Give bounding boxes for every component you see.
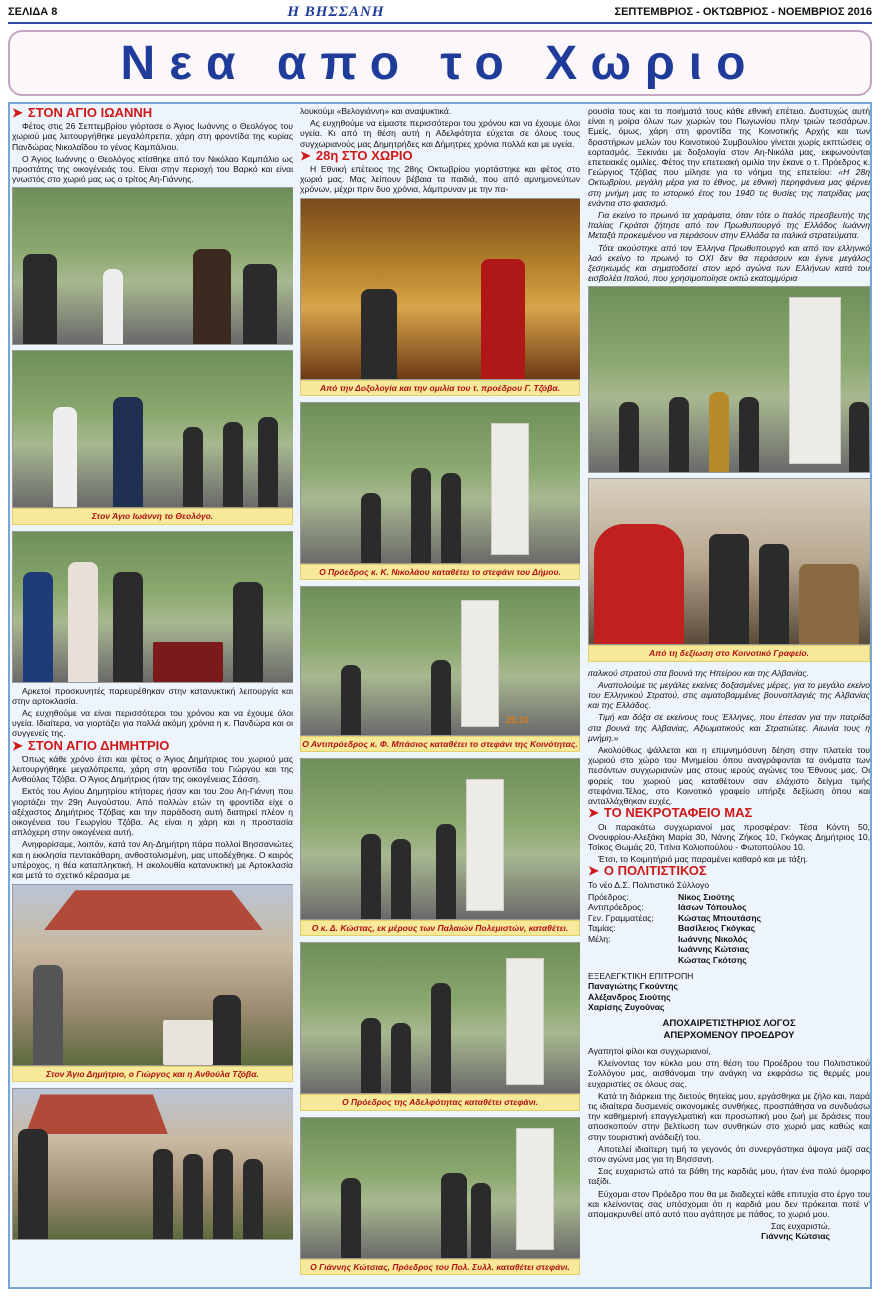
article-text: Έτσι, το Κοιμητήριό μας παραμένει καθαρό και με τάξη.	[598, 854, 808, 865]
photo-outdoor-service	[12, 350, 293, 508]
photo-blessing	[12, 531, 293, 683]
photo-wreath-veterans	[300, 758, 580, 920]
photo-caption: Ο Αντιπρόεδρος κ. Φ. Μπάσιος καταθέτει το στεφάνι της Κοινότητας.	[300, 736, 580, 752]
heading-agios-ioannis: ➤ ΣΤΟΝ ΑΓΙΟ ΙΩΑΝΝΗ	[12, 106, 153, 120]
photo-caption: Από τη δεξίωση στο Κοινοτικό Γραφείο.	[588, 645, 870, 661]
photo-caption: Ο Πρόεδρος κ. Κ. Νικολάου καταθέτει το στεφάνι του Δήμου.	[300, 564, 580, 580]
article-quote: Τότε ακούστηκε από τον Έλληνα Πρωθυπουργό και από τον ελληνικό λαό εκείνο το πρωινό το ΟΧΙ δεν θα περάσουν και έγινε μεγάλος ξεσηκωμός και σηματοδοτεί στον ιερό αγώνα των Ελλήνων κατά του εισβολέα Ιταλού, που χρησιμοποίησε οκτώ εκατομμύρια	[588, 242, 870, 284]
photo-caption: Στον Άγιο Ιωάννη το Θεολόγο.	[12, 508, 293, 524]
banner-title: Νεα απο το Χωριο	[120, 36, 760, 90]
article-text: ρουσία τους και τα ποιήματά τους κάθε εθνική επέτειο. Δυστυχώς αυτή είναι η μοίρα όλων των χωριών του Πωγωνίου πλην τριών τεσσάρων. Εμείς, όμως, χάρη στη φροντίδα της Κοινοτικής Αρχής και των δραστήριων μελών του Κοινοτικού Συμβουλίου γίνεται χωρίς εκπτώσεις ο εορτασμός. Ξεκινάει με δοξολογία στον Αη-Νικόλα μας, εκφωνούνται επετειακές ομιλίες. Φέτος την επετειακή ομιλία την έκανε ο τ. Πρόεδρος κ. Γεώργιος Τζόβας που μίλησε για το νόημα της επετείου: «Η 28η Οκτωβρίου, μεγάλη μέρα για το έθνος, με εθνική περηφάνεια μας φέρνει στη μνήμη μας το ιστορικό έτος του 1940 τις θυσίες της πατρίδας μας ενάντια στο φασισμό.	[588, 106, 870, 208]
speech-text: Κλείνοντας τον κύκλο μου στη θέση του Προέδρου του Πολιτιστικού Συλλόγου μας, αισθάνομαι την ανάγκη να εκφράσω τις θερμές μου ευχαριστίες σε όλους σας.	[588, 1058, 870, 1089]
article-text: Οι παρακάτω συγχωριανοί μας προσφέραν: Τέσα Κόντη 50, Ονουφρίου-Αλεξάκη Μαρία 30, Νάνης Ζήκος 10, Γκόγκας Δημήτριος 10, Τσίκος Θωμάς 20, Τιτίνα Κολιοπούλου - Φωτοπούλου 10.	[588, 821, 870, 852]
board-name: Κώστας Γκότσης	[678, 954, 747, 965]
heading-cultural-association: ➤ Ο ΠΟΛΙΤΙΣΤΙΚΟΣ	[588, 863, 707, 879]
speech-text: Σας ευχαριστώ από τα βάθη της καρδιάς μου, ήταν ένα πολύ όμορφο ταξίδι.	[588, 1166, 870, 1187]
signoff: Σας ευχαριστώ,	[770, 1221, 830, 1232]
photo-monument-ceremony	[588, 286, 870, 473]
photo-wreath-cultural	[300, 1117, 580, 1259]
column-3	[588, 106, 870, 1285]
photo-chapel	[12, 884, 293, 1066]
board-name: Ιωάννης Κώτσιας	[678, 944, 750, 955]
article-text: Ο Άγιος Ιωάννης ο Θεολόγος κτίσθηκε από τον Νικόλαο Καμπάλιο ως προστάτης της οικογένειάς του. Είναι στην περιοχή του Βαρκό και είναι γνωστός στο χωριό μας ως ο τρίτος Αη-Γιάννης.	[12, 153, 293, 185]
photo-caption: Από την Δοξολογία και την ομιλία του τ. προέδρου Γ. Τζόβα.	[300, 380, 580, 396]
photo-doxology	[300, 198, 580, 380]
arrow-icon: ➤	[12, 106, 23, 120]
board-role	[588, 955, 678, 966]
article-quote: Για εκείνο το πρωινό τα χαράματα, όταν τότε ο Ιταλός πρεσβευτής της Ιταλίας Γκράτσι ζήτησε από τον Πρωθυπουργό της Ελλάδος Ιωάννη Μεταξά προκειμένου να περάσουν στην Ελλάδα τα ιταλικά στρατεύματα.	[588, 210, 870, 241]
article-quote: Τιμή και δόξα σε εκείνους τους Έλληνες, που έπεσαν για την πατρίδα στα βουνά της Αλβανίας, Αξιωματικούς και Στρατιώτες. Αιωνία τους η μνήμη.»	[588, 712, 870, 743]
article-text: λουκούμι «Βελογιάννη» και αναψυκτικά.	[300, 106, 452, 116]
issue-date: ΣΕΠΤΕΜΒΡΙΟΣ - ΟΚΤΩΒΡΙΟΣ - ΝΟΕΜΒΡΙΟΣ 2016	[614, 6, 872, 18]
page-header	[8, 2, 872, 24]
board-name: Κώστας Μπουτάσης	[678, 912, 762, 923]
page-number: ΣΕΛΙΔΑ 8	[8, 6, 58, 18]
article-text: Όπως κάθε χρόνο έτσι και φέτος ο Άγιος Δημήτριος του χωριού μας λειτουργήθηκε μεγαλόπρεπα, χάρη στη φροντίδα του Γιώργου και της Ανθούλας Τζόβα. Ο Άγιος Δημήτριος ήταν της οικογένειας Σάσση.	[12, 753, 293, 785]
column-1	[12, 106, 293, 1285]
audit-committee-title: ΕΞΕΛΕΓΚΤΙΚΗ ΕΠΙΤΡΟΠΗ	[588, 971, 694, 982]
photo-wreath-brotherhood	[300, 942, 580, 1094]
article-quote: Αναπολούμε τις μεγάλες εκείνες δοξασμένες μέρες, για το μεγάλο εκείνο του Ελληνικού Στρατού, στις αιματοβαμμένες βουνοπλαγιές της Αλβανίας και της Ελλάδος.	[588, 679, 870, 711]
article-quote: ιταλικού στρατού στα βουνά της Ηπείρου και της Αλβανίας.	[588, 667, 809, 678]
board-list	[588, 892, 870, 966]
newspaper-title: Η ΒΗΣΣΑΝΗ	[287, 3, 385, 20]
article-text: Φέτος στις 26 Σεπτεμβρίου γιόρτασε ο Άγιος Ιωάννης ο Θεολόγος του χωριού μας λειτουργήθηκε μεγαλόπρεπα, χάρη στη φροντίδα της κυρίας Πανδώρας Νικολαΐδου το γένος Καμπάλιου.	[12, 121, 293, 152]
audit-member: Αλέξανδρος Σιούτης	[588, 991, 671, 1002]
board-role: Πρόεδρος:	[588, 891, 629, 902]
article-text: Ας ευχηθούμε να είναι περισσότεροι του χρόνου και να έχουμε όλοι υγεία. Ιδιαίτερα, να γιορτάζει για πολλά ακόμη χρόνια η κ. Πανδώρα και οι συγγενείς της.	[12, 708, 293, 739]
heading-agios-dimitrios: ➤ ΣΤΟΝ ΑΓΙΟ ΔΗΜΗΤΡΙΟ	[12, 737, 170, 753]
board-role	[588, 944, 678, 955]
board-role: Γεν. Γραμματέας:	[588, 912, 654, 923]
audit-member: Παναγιώτης Γκούντης	[588, 981, 678, 992]
audit-member: Χαρίσης Ζυγούνας	[588, 1001, 665, 1012]
board-role: Ταμίας:	[588, 923, 616, 934]
speech-text: Αποτελεί ιδιαίτερη τιμή το γεγονός ότι συνεργάστηκα άψογα μαζί σας στον αγώνα μας για τη Βησσανη.	[588, 1143, 870, 1165]
photo-caption: Ο κ. Δ. Κώστας, εκ μέρους των Παλαιών Πολεμιστών, καταθέτει.	[300, 920, 580, 936]
photo-chapel-crowd	[12, 1088, 293, 1240]
board-name: Νίκος Σιούτης	[678, 891, 735, 902]
article-text: Ανηφορίσαμε, λοιπόν, κατά τον Αη-Δημήτρη πάρα πολλοί Βησσανιώτες και η εκκλησία πεντακάθαρη, ανθοστολισμένη, μας υποδέχθηκε. Ο καιρός υπέροχος, η θέα καταπληκτική. Η ακολουθία κατανυκτική με Αρτοκλασία και μετά το σχετικό κέρασμα με	[12, 839, 293, 881]
board-name: Βασίλειος Γκόγκας	[678, 923, 756, 934]
heading-cemetery: ➤ ΤΟ ΝΕΚΡΟΤΑΦΕΙΟ ΜΑΣ	[588, 805, 753, 821]
arrow-icon: ➤	[588, 805, 599, 821]
photo-reception	[588, 478, 870, 645]
photo-date-stamp: 20.10	[506, 714, 529, 725]
photo-caption: Στον Άγιο Δημήτριο, ο Γιώργος και η Ανθούλα Τζόβα.	[12, 1066, 293, 1082]
board-role: Αντιπρόεδρος:	[588, 902, 644, 913]
photo-wreath-municipality	[300, 402, 580, 564]
heading-28-october: ➤ 28η ΣΤΟ ΧΩΡΙΟ	[300, 147, 413, 163]
article-text: Ας ευχηθούμε να είμαστε περισσότεροι του χρόνου και να έχουμε όλοι υγεία. Κι από τη θέση αυτή η Αδελφότητα εύχεται σε όλους τους συγχωριανούς μας Δημητρήδες και Δήμητρες χρόνια πολλά και με υγεία.	[300, 118, 580, 149]
article-text: Εκτός του Αγίου Δημητρίου κτήτορες ήσαν και του 2ου Αη-Γιάννη που γιορτάζει την 29η Αυγούστου. Από πολλών ετών τη φροντίδα είχε ο αξέχαστος Δημήτριος Τζόβας και την παράδοση αυτή διατηρεί πλέον η οικογένεια του Γεωργίου Τζόβα. Ας είναι η χάρη και η προστασία απλόχερη στην οικογένεια αυτή.	[12, 786, 293, 838]
speech-text: Αγαπητοί φίλοι και συγχωριανοί,	[588, 1046, 711, 1057]
section-banner	[8, 30, 872, 96]
speech-title: ΑΠΟΧΑΙΡΕΤΙΣΤΗΡΙΟΣ ΛΟΓΟΣ ΑΠΕΡΧΟΜΕΝΟΥ ΠΡΟΕΔΡΟΥ	[662, 1018, 796, 1042]
article-text: Αρκετοί προσκυνητές παρευρέθηκαν στην κατανυκτική λειτουργία και στην αρτοκλασία.	[12, 685, 293, 706]
board-name: Ιάσων Τόπουλος	[678, 902, 747, 913]
photo-wreath-community	[300, 586, 580, 736]
board-role: Μέλη:	[588, 933, 611, 944]
signature-name: Γιάννης Κώτσιας	[761, 1231, 830, 1242]
arrow-icon: ➤	[12, 737, 23, 753]
board-name: Ιωάννης Νικολός	[678, 933, 748, 944]
photo-liturgy	[12, 187, 293, 345]
article-text: Ακολούθως ψάλλεται και η επιμνημόσυνη δέηση στην πλατεία του χωριού στο χώρο του Μνημείου όπου αναγράφονται τα ονόματα των πεσόντων συγχωριανών μας στους ιερούς αγώνες του Έθνους μας. Οι φορείς του χωριού μας καταθέτουν σαν ελάχιστο δείγμα τιμής στεφάνια.Τέλος, στο Κοινοτικό γραφείο υπήρξε δεξίωση όπου και ανταλλάχθηκαν ευχές.	[588, 745, 870, 807]
article-text: Το νέο Δ.Σ. Πολιτιστικό Σύλλογο	[588, 879, 710, 890]
column-2	[300, 106, 580, 1285]
photo-caption: Ο Γιάννης Κώτσιας, Πρόεδρος του Πολ. Συλλ. καταθέτει στεφάνι.	[300, 1259, 580, 1275]
speech-text: Εύχομαι στον Πρόεδρο που θα με διαδεχτεί κάθε επιτυχία στο έργο του και κλείνοντας σας υπόσχομαι ότι η καρδιά μου δεν πρόκειται ποτέ ν' απομακρυνθεί από αυτό που αγάπησε με πάθος, το χωριό μου.	[588, 1188, 870, 1220]
photo-caption: Ο Πρόεδρος της Αδελφότητας καταθέτει στεφάνι.	[300, 1094, 580, 1110]
arrow-icon: ➤	[300, 147, 311, 163]
article-text: Η Εθνική επέτειος της 28ης Οκτωβρίου γιορτάστηκε και φέτος στο χωριό μας. Μας λείπουν βέβαια τα παιδιά, που από αμνημονεύτων χρόνων, μέχρι πριν δυο χρόνια, λάμπρυναν με την πα-	[300, 164, 580, 195]
arrow-icon: ➤	[588, 863, 599, 879]
speech-text: Κατά τη διάρκεια της διετούς θητείας μου, εργάσθηκα με ζήλο και, παρά τις ιδιαίτερα δυσμενείς οικονομικές συνθήκες, προσπάθησα να συνδυάσω την καθημερινή επαγγελματική και προσωπική μου ζωή με δράσεις που αποσκοπούν στην βελτίωση των συνθηκών στο χωριό μας καθώς και στην τουριστική ανάδειξή του.	[588, 1090, 870, 1142]
